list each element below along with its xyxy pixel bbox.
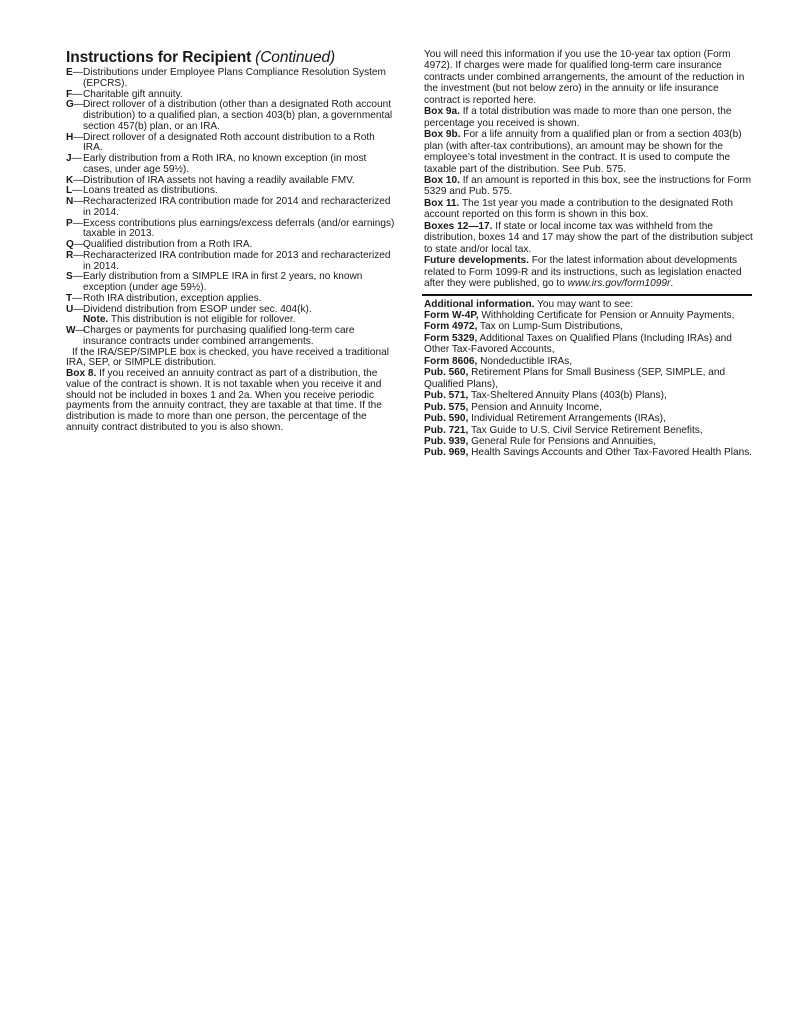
box10-text: If an amount is reported in this box, see the instructions for Form 5329 and Pub. 575.	[424, 174, 752, 198]
box9b-text: For a life annuity from a qualified plan or from a section 403(b) plan (with after-tax contributions), an amount may be shown for the employee’s total investment in the contract. It is used to compute the taxable part of the distribution. See Pub. 575.	[424, 129, 742, 175]
code-text: Charitable gift annuity.	[83, 88, 183, 100]
title-main: Instructions for Recipient	[66, 49, 252, 66]
box11-label: Box 11.	[424, 197, 460, 209]
boxes12-17-paragraph	[424, 221, 754, 255]
reference-label: Form 4972,	[424, 321, 478, 333]
code-item-w	[66, 326, 396, 348]
reference-text: Tax on Lump-Sum Distributions,	[477, 321, 623, 333]
reference-text: Tax-Sheltered Annuity Plans (403(b) Plans),	[468, 390, 667, 402]
box8-continued-paragraph: You will need this information if you use the 10-year tax option (Form 4972). If charges were made for qualified long-term care insurance contracts under combined arrangements, the amount of the reduction in the investment (but not below zero) in the annuity or life insurance contract is reported here.	[424, 49, 745, 106]
box9a-label: Box 9a.	[424, 106, 460, 118]
code-text: Dividend distribution from ESOP under sec. 404(k).	[83, 303, 312, 315]
code-key: G —	[66, 100, 84, 111]
box11-paragraph	[424, 198, 754, 221]
reference-item	[424, 425, 754, 436]
code-text: Recharacterized IRA contribution made for 2014 and recharacterized in 2014.	[83, 196, 391, 218]
code-key: J —	[66, 154, 82, 165]
box8-label: Box 8.	[66, 368, 97, 379]
code-text: Charges or payments for purchasing qualified long-term care insurance contracts under combined arrangements.	[83, 325, 355, 347]
reference-label: Form 8606,	[424, 355, 478, 367]
code-item-e	[66, 68, 396, 90]
note-text: This distribution is not eligible for rollover.	[108, 314, 296, 326]
code-key: F —	[66, 90, 82, 101]
reference-item	[424, 402, 754, 413]
box10-label: Box 10.	[424, 174, 460, 186]
box8-paragraph	[66, 369, 396, 434]
additional-information-label: Additional information.	[424, 298, 535, 310]
reference-item	[424, 333, 754, 356]
box9b-paragraph	[424, 129, 754, 175]
box10-paragraph	[424, 175, 754, 198]
reference-label: Pub. 721,	[424, 424, 469, 436]
reference-text: Tax Guide to U.S. Civil Service Retirement Benefits,	[468, 424, 703, 436]
reference-text: Individual Retirement Arrangements (IRAs),	[468, 413, 666, 425]
code-key: W —	[66, 326, 86, 337]
boxes12-17-text: If state or local income tax was withheld from the distribution, boxes 14 and 17 may show the part of the distribution subject to state and/or local tax.	[424, 220, 753, 255]
code-item-j	[66, 154, 396, 176]
code-text: Distribution of IRA assets not having a readily available FMV.	[83, 174, 355, 186]
code-key: H —	[66, 133, 83, 144]
reference-text: Additional Taxes on Qualified Plans (Including IRAs) and Other Tax-Favored Accounts,	[424, 332, 732, 356]
code-item-h	[66, 133, 396, 155]
note-label: Note.	[83, 314, 109, 326]
future-developments-label: Future developments.	[424, 255, 529, 267]
code-item-n	[66, 197, 396, 219]
additional-information-text: You may want to see:	[534, 298, 634, 310]
code-item-t	[66, 294, 396, 305]
left-column	[66, 48, 396, 434]
code-item-p	[66, 219, 396, 241]
irs-form1099r-link[interactable]: www.irs.gov/form1099r	[567, 278, 671, 290]
page-title	[66, 48, 396, 68]
code-text: Qualified distribution from a Roth IRA.	[83, 239, 253, 250]
future-developments-text: For the latest information about developments related to Form 1099-R and its instructions, such as legislation enacted after they were published, go to	[424, 255, 742, 290]
reference-item	[424, 436, 754, 447]
code-item-u	[66, 305, 396, 316]
reference-label: Form 5329,	[424, 332, 478, 344]
reference-item	[424, 321, 754, 332]
code-key: N —	[66, 197, 83, 208]
code-text: Recharacterized IRA contribution made for 2013 and recharacterized in 2014.	[83, 249, 391, 272]
reference-label: Pub. 575,	[424, 401, 469, 413]
code-key: K —	[66, 176, 83, 187]
code-text: Direct rollover of a distribution (other than a designated Roth account distribution) to a qualified plan, a section 403(b) plan, a governmental section 457(b) plan, or an IRA.	[83, 99, 393, 132]
right-column	[424, 49, 754, 459]
future-developments-paragraph	[424, 255, 754, 289]
code-text: Early distribution from a Roth IRA, no known exception (in most cases, under age 59½).	[83, 153, 367, 175]
section-divider	[422, 294, 752, 296]
future-developments-end: .	[670, 278, 674, 290]
code-key: R —	[66, 251, 83, 262]
reference-label: Pub. 590,	[424, 413, 469, 425]
box9b-label: Box 9b.	[424, 129, 461, 141]
reference-label: Pub. 939,	[424, 435, 469, 447]
code-key: Q —	[66, 240, 84, 251]
reference-item	[424, 447, 754, 458]
reference-text: Retirement Plans for Small Business (SEP, SIMPLE, and Qualified Plans),	[424, 367, 726, 390]
ira-sep-simple-paragraph: If the IRA/SEP/SIMPLE box is checked, you have received a traditional IRA, SEP, or SIMPLE distribution.	[66, 346, 389, 369]
code-text: Direct rollover of a designated Roth account distribution to a Roth IRA.	[83, 131, 375, 154]
boxes12-17-label: Boxes 12—17.	[424, 220, 493, 232]
reference-text: General Rule for Pensions and Annuities,	[468, 435, 656, 447]
reference-item	[424, 356, 754, 367]
reference-item	[424, 413, 754, 424]
code-key: S —	[66, 272, 83, 283]
reference-item	[424, 310, 754, 321]
reference-label: Form W-4P,	[424, 309, 479, 321]
box9a-text: If a total distribution was made to more than one person, the percentage you received is shown.	[424, 106, 732, 129]
box8-text: If you received an annuity contract as part of a distribution, the value of the contract is shown. It is not taxable when you receive it and should not be included in boxes 1 and 2a. When you receive periodic payments from the annuity contract, they are taxable at that time. If the distribution is made to more than one person, the percentage of the annuity contract distributed to you is also shown.	[66, 368, 382, 433]
reference-text: Pension and Annuity Income,	[468, 401, 602, 413]
additional-information-paragraph	[424, 299, 754, 310]
title-continued: (Continued)	[255, 49, 336, 66]
box11-text: The 1st year you made a contribution to the designated Roth account reported on this form is shown in this box.	[424, 197, 733, 221]
box9a-paragraph	[424, 106, 754, 129]
reference-item	[424, 390, 754, 401]
reference-text: Health Savings Accounts and Other Tax-Favored Health Plans.	[468, 447, 753, 459]
code-key: T —	[66, 294, 82, 305]
code-key: L —	[66, 186, 82, 197]
code-text: Excess contributions plus earnings/excess deferrals (and/or earnings) taxable in 2013.	[83, 217, 395, 240]
code-item-r	[66, 251, 396, 273]
reference-label: Pub. 560,	[424, 367, 469, 379]
code-text: Loans treated as distributions.	[83, 185, 218, 197]
code-text: Distributions under Employee Plans Compliance Resolution System (EPCRS).	[83, 67, 386, 89]
reference-label: Pub. 969,	[424, 447, 469, 459]
code-key: P —	[66, 219, 83, 230]
code-text: Roth IRA distribution, exception applies.	[83, 292, 262, 304]
code-item-g	[66, 100, 396, 132]
code-text: Early distribution from a SIMPLE IRA in first 2 years, no known exception (under age 59½).	[83, 271, 363, 293]
code-key: E —	[66, 68, 83, 79]
code-key: U —	[66, 305, 83, 316]
code-item-s	[66, 272, 396, 294]
reference-text: Withholding Certificate for Pension or Annuity Payments,	[478, 309, 735, 321]
reference-text: Nondeductible IRAs,	[477, 355, 573, 367]
reference-item	[424, 367, 754, 390]
reference-label: Pub. 571,	[424, 390, 469, 402]
